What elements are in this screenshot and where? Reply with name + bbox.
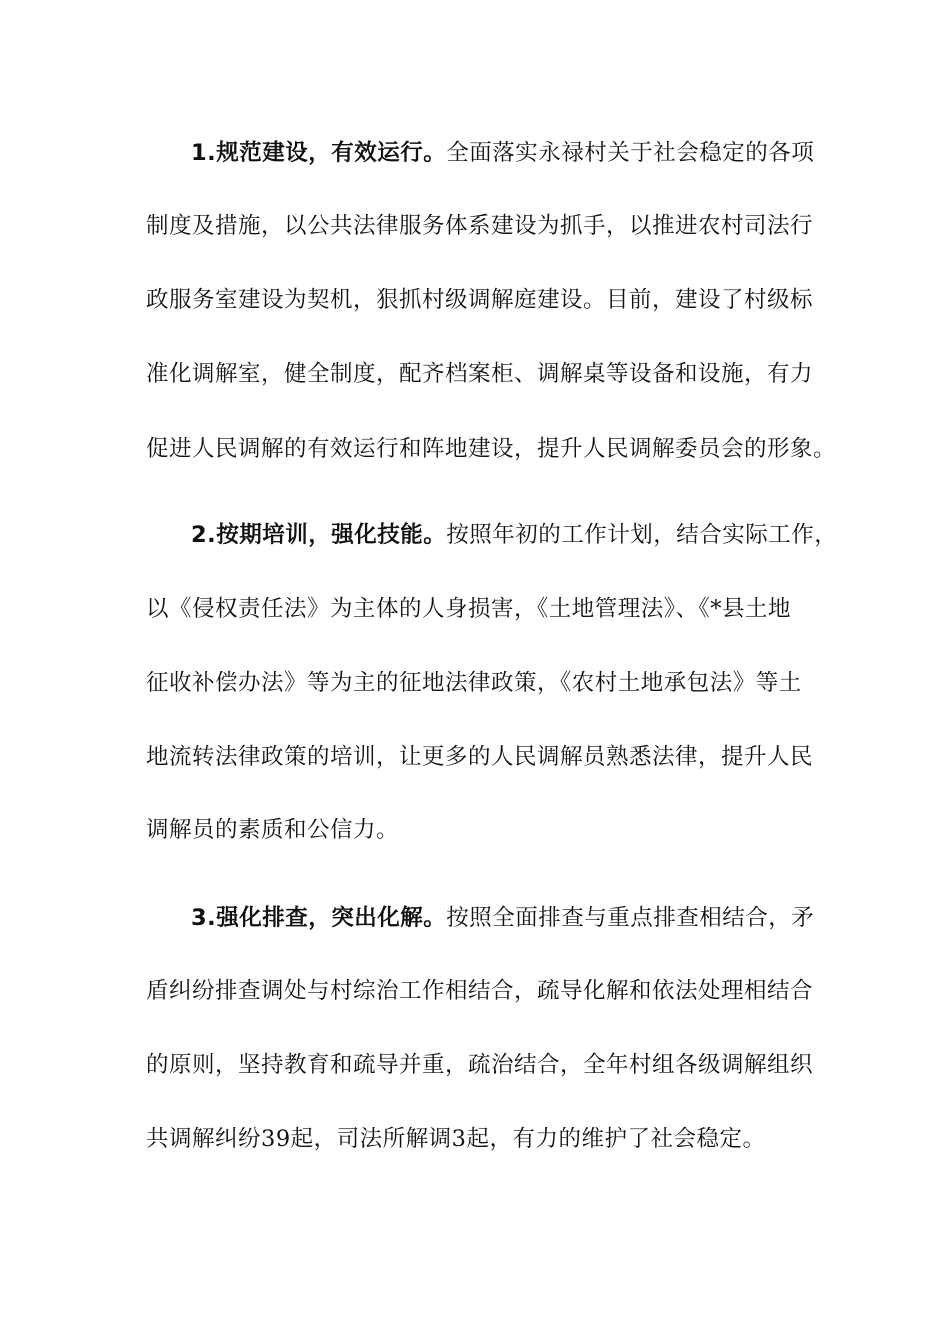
paragraph-3-line-1 [191,898,815,938]
paragraph-1-heading: 1.规范建设，有效运行。 [191,140,447,166]
paragraph-1-line-1 [191,133,815,173]
paragraph-1-line-4: 准化调解室，健全制度，配齐档案柜、调解桌等设备和设施，有力 [146,361,814,387]
paragraph-2-line-2: 以《侵权责任法》为主体的人身损害，《土地管理法》、《*县土地 [146,596,792,622]
paragraph-2-line-5: 调解员的素质和公信力。 [146,817,400,843]
paragraph-1-text: 全面落实永禄村关于社会稳定的各项 [446,140,815,166]
paragraph-1-line-3: 政服务室建设为契机，狠抓村级调解庭建设。目前，建设了村级标 [146,287,814,313]
paragraph-1-line-2: 制度及措施，以公共法律服务体系建设为抓手，以推进农村司法行 [146,213,814,239]
paragraph-3-line-3: 的原则，坚持教育和疏导并重，疏治结合，全年村组各级调解组织 [146,1052,814,1078]
paragraph-2-line-3: 征收补偿办法》等为主的征地法律政策，《农村土地承包法》等土 [146,670,802,696]
paragraph-2-line-1 [191,515,838,555]
paragraph-3-heading: 3.强化排查，突出化解。 [191,905,447,931]
paragraph-3-line-4: 共调解纠纷39起，司法所解调3起，有力的维护了社会稳定。 [146,1126,766,1152]
paragraph-3-line-2: 盾纠纷排查调处与村综治工作相结合，疏导化解和依法处理相结合 [146,978,814,1004]
paragraph-2-text: 按照年初的工作计划，结合实际工作， [446,522,838,548]
paragraph-3-text: 按照全面排查与重点排查相结合，矛 [446,905,815,931]
paragraph-2-heading: 2.按期培训，强化技能。 [191,522,447,548]
paragraph-1-line-5: 促进人民调解的有效运行和阵地建设，提升人民调解委员会的形象。 [146,436,837,462]
paragraph-2-line-4: 地流转法律政策的培训，让更多的人民调解员熟悉法律，提升人民 [146,744,814,770]
